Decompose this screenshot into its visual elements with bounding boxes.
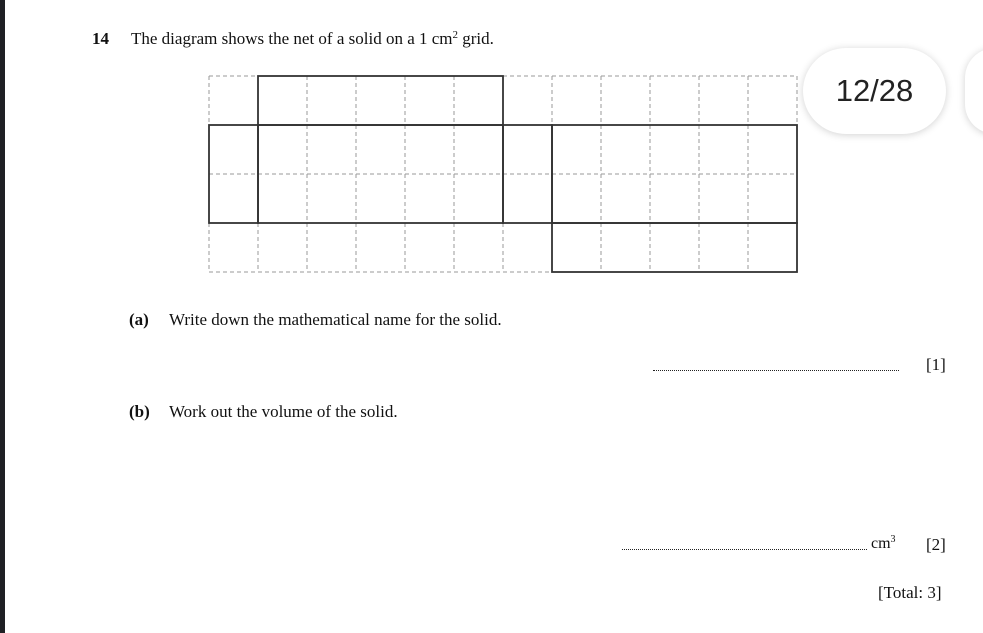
part-b-unit-superscript: 3	[890, 534, 896, 545]
net-face-bottom	[552, 223, 797, 272]
total-marks: [Total: 3]	[878, 583, 942, 602]
part-b-text: Work out the volume of the solid.	[169, 402, 398, 421]
question-stem-suffix: grid.	[458, 29, 494, 48]
question-stem-superscript: 2	[452, 29, 459, 41]
question-stem	[131, 29, 494, 49]
part-b-unit	[871, 535, 896, 553]
part-a-text: Write down the mathematical name for the solid.	[169, 310, 502, 329]
part-b-marks: [2]	[926, 535, 946, 554]
net-face-top	[258, 76, 503, 125]
part-a-marks: [1]	[926, 355, 946, 374]
net-diagram	[205, 70, 805, 280]
part-b-answer-line[interactable]	[622, 549, 867, 550]
part-b-label: (b)	[129, 402, 150, 421]
question-number: 14	[92, 29, 109, 48]
part-a-answer-line[interactable]	[653, 370, 899, 371]
part-b-unit-text: cm	[871, 535, 891, 552]
page-indicator-text: 12/28	[835, 73, 914, 108]
page-indicator	[803, 48, 946, 134]
part-a-label: (a)	[129, 310, 149, 329]
question-stem-text: The diagram shows the net of a solid on a 1 cm	[131, 29, 453, 48]
